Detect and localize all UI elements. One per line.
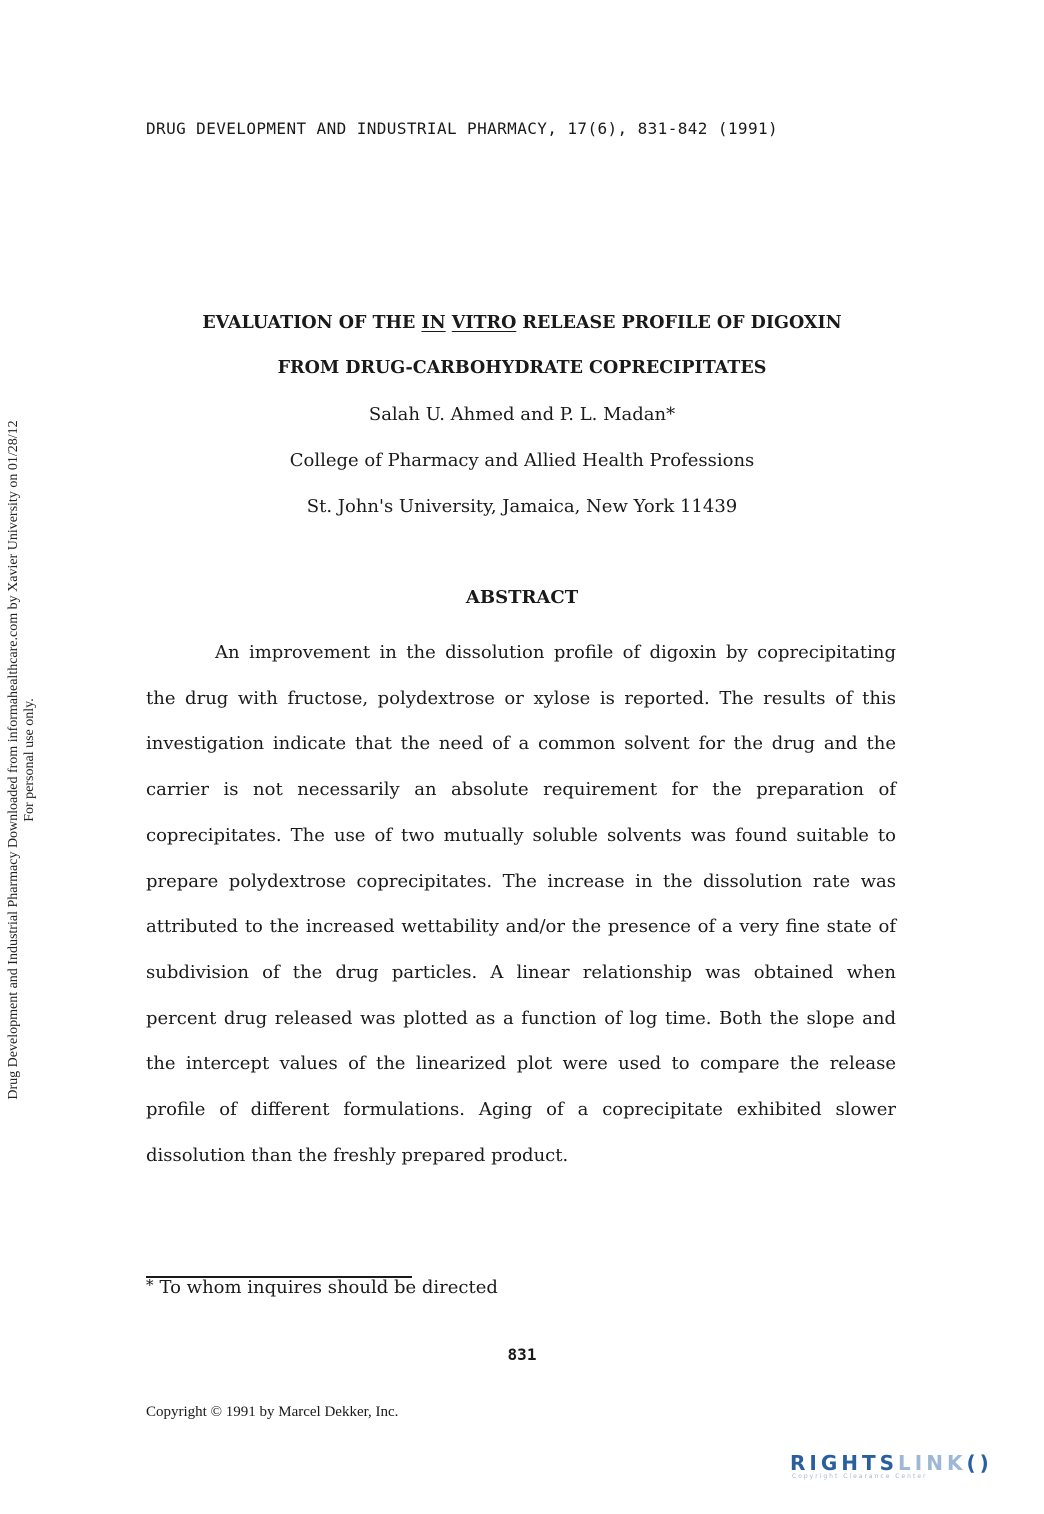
rightslink-suffix-icon: ()	[966, 1451, 993, 1475]
copyright: Copyright © 1991 by Marcel Dekker, Inc.	[146, 1404, 399, 1420]
article-title-line1	[0, 313, 1044, 333]
rightslink-link: LINK	[898, 1451, 967, 1475]
title-text-before: EVALUATION OF THE	[202, 313, 422, 333]
abstract-body: An improvement in the dissolution profile of digoxin by coprecipitating the drug with fructose, polydextrose or xylose is reported. The results of this investigation indicate that the need of a common solvent for the drug and the carrier is not necessarily an absolute requirement for the preparation of coprecipitates. The use of two mutually soluble solvents was found suitable to prepare polydextrose coprecipitates. The increase in the dissolution rate was attributed to the increased wettability and/or the presence of a very fine state of subdivision of the drug particles. A linear relationship was obtained when percent drug released was plotted as a function of log time. Both the slope and the intercept values of the linearized plot were used to compare the release profile of different formulations. Aging of a coprecipitate exhibited slower dissolution than the freshly prepared product.	[146, 642, 896, 1166]
footnote-text: To whom inquires should be directed	[159, 1277, 498, 1298]
authors: Salah U. Ahmed and P. L. Madan*	[368, 404, 676, 425]
footnote	[146, 1277, 498, 1298]
rightslink-logo[interactable]	[790, 1451, 1024, 1489]
affiliation-line1: College of Pharmacy and Allied Health Professions	[289, 450, 755, 471]
download-notice	[0, 350, 44, 1170]
footnote-marker: *	[146, 1276, 154, 1294]
abstract-heading: ABSTRACT	[465, 587, 579, 608]
title-in: IN	[421, 313, 446, 333]
article-title-line2: FROM DRUG-CARBOHYDRATE COPRECIPITATES	[277, 358, 767, 378]
running-head: DRUG DEVELOPMENT AND INDUSTRIAL PHARMACY, 17(6), 831-842 (1991)	[146, 119, 779, 138]
title-vitro: VITRO	[451, 313, 517, 333]
download-notice-line1: Drug Development and Industrial Pharmacy Downloaded from informahealthcare.com by Xavier University on 01/28/12	[6, 420, 21, 1100]
rightslink-subtitle: Copyright Clearance Center	[792, 1473, 928, 1480]
title-text-after: RELEASE PROFILE OF DIGOXIN	[516, 313, 842, 333]
affiliation-line2: St. John's University, Jamaica, New York 11439	[306, 496, 738, 517]
download-notice-line2: For personal use only.	[22, 698, 37, 822]
rightslink-rights: RIGHTS	[790, 1451, 899, 1475]
page-number: 831	[507, 1345, 537, 1364]
